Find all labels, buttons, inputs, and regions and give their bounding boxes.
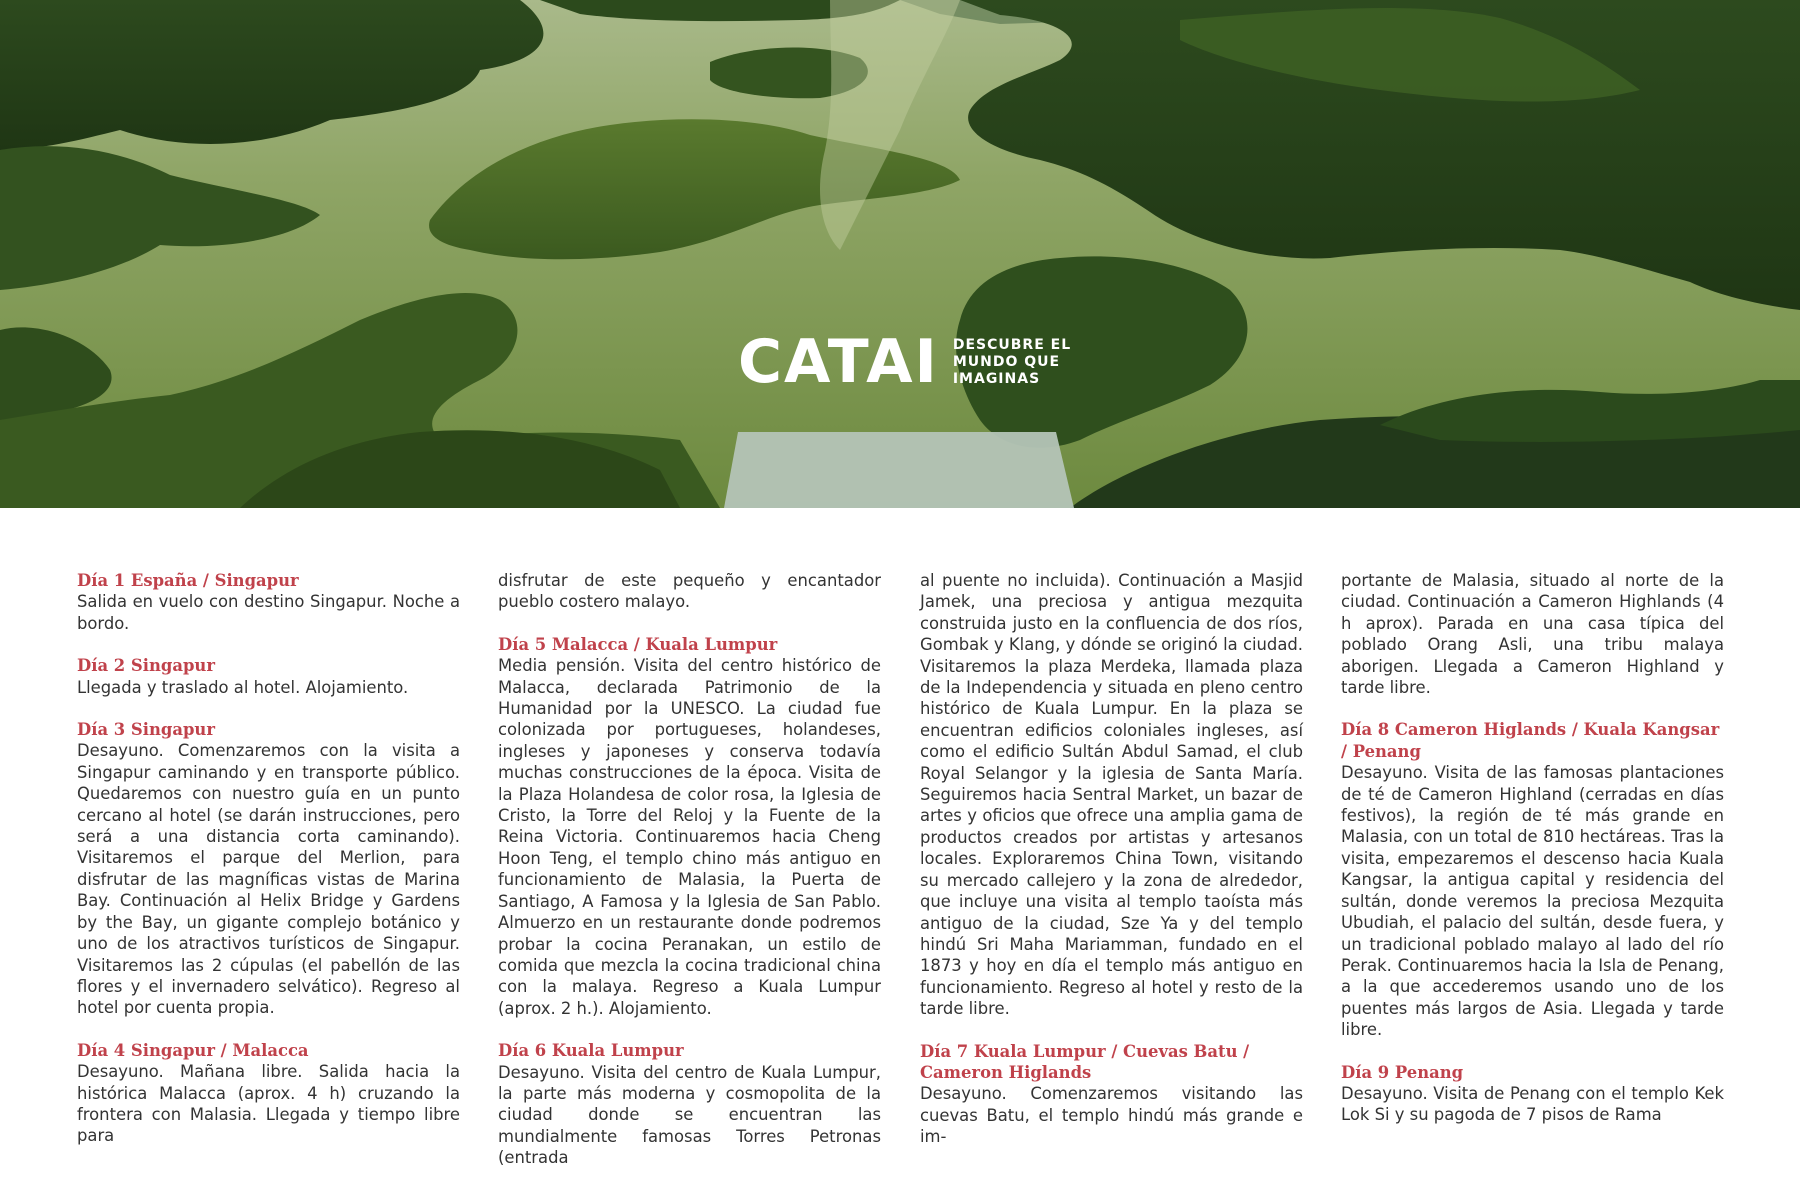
day-title: Día 5 Malacca / Kuala Lumpur [498,634,778,654]
tagline-line: DESCUBRE EL [952,336,1072,353]
day-description: Media pensión. Visita del centro histórico de Malacca, declarada Patrimonio de la Humanidad por la UNESCO. La ciudad fue colonizada por portugueses, holandeses, ingleses y japoneses y conserva todavía muchas construcciones de la época. Visita de la Plaza Holandesa de color rosa, la Iglesia de Cristo, la Torre del Reloj y la Fuente de la Reina Victoria. Continuaremos hacia Cheng Hoon Teng, el templo chino más antiguo en funcionamiento de Malasia, la Puerta de Santiago, A Famosa y la Iglesia de San Pablo. Almuerzo en un restaurante donde podremos probar la cocina Peranakan, un estilo de comida que mezcla la cocina tradicional china con la malaya. Regreso a Kuala Lumpur (aprox. 2 h.). Alojamiento. [498,656,881,1018]
day-title: Día 3 Singapur [77,720,215,740]
day-description: Llegada y traslado al hotel. Alojamiento. [77,677,409,697]
day-title: Día 2 Singapur [77,656,215,676]
day-paragraph [920,570,1303,1020]
day-paragraph [498,570,881,613]
day-description: Desayuno. Mañana libre. Salida hacia la histórica Malacca (aprox. 4 h) cruzando la frontera con Malasia. Llegada y tiempo libre para [77,1062,460,1146]
lake-islands-illustration [0,0,1800,508]
day-title: Día 6 Kuala Lumpur [498,1041,684,1061]
day-paragraph [498,634,881,1019]
day-description: Desayuno. Comenzaremos con la visita a Singapur caminando y en transporte público. Quedaremos con nuestro guía en un punto cercano al hotel (se darán instrucciones, pero será a una distancia corta caminando). Visitaremos el parque del Merlion, para disfrutar de las magníficas vistas de Marina Bay. Continuación al Helix Bridge y Gardens by the Bay, un gigante complejo botánico y uno de los atractivos turísticos de Singapur. Visitaremos las 2 cúpulas (el pabellón de las flores y el invernadero selvático). Regreso al hotel por cuenta propia. [77,741,460,1018]
itinerary-column-4 [1341,570,1724,1126]
day-paragraph [498,1040,881,1168]
itinerary-column-1 [77,570,460,1147]
day-description: Salida en vuelo con destino Singapur. Noche a bordo. [77,592,460,633]
day-description: Desayuno. Visita de las famosas plantaciones de té de Cameron Highland (cerradas en días festivos), la región de té más grande en Malasia, con un total de 810 hectáreas. Tras la visita, empezaremos el descenso hacia Kuala Kangsar, la antigua capital y residencia del sultán, donde veremos la preciosa Mezquita Ubudiah, el palacio del sultán, desde fuera, y un tradicional poblado malayo al lado del río Perak. Continuaremos hacia la Isla de Penang, a la que accederemos usando uno de los puentes más largos de Asia. Llegada y tarde libre. [1341,763,1724,1040]
day-paragraph [77,719,460,1019]
logo-wordmark: CATAI [738,327,939,397]
hero-photo [0,0,1800,508]
logo-tagline [953,337,1071,388]
overlay-block [724,432,1074,508]
day-description: Desayuno. Visita de Penang con el templo Kek Lok Si y su pagoda de 7 pisos de Rama [1341,1083,1724,1125]
tagline-line: MUNDO QUE [952,353,1061,370]
day-title: Día 7 Kuala Lumpur / Cuevas Batu / Cameron Higlands [920,1041,1250,1082]
day-paragraph [920,1041,1303,1148]
day-paragraph [1341,570,1724,698]
day-description: disfrutar de este pequeño y encantador pueblo costero malayo. [498,571,881,612]
day-title: Día 1 España / Singapur [77,571,299,590]
day-title: Día 9 Penang [1341,1062,1464,1082]
itinerary-column-3 [920,570,1303,1148]
day-title: Día 4 Singapur / Malacca [77,1040,309,1060]
itinerary-column-2 [498,570,881,1169]
day-title: Día 8 Cameron Higlands / Kuala Kangsar / Penang [1341,720,1720,761]
catai-logo [738,327,1072,397]
tagline-line: IMAGINAS [952,370,1041,387]
day-paragraph [77,1040,460,1147]
day-paragraph [77,655,460,698]
day-paragraph [1341,719,1724,1040]
day-paragraph [1341,1062,1724,1126]
day-description: Desayuno. Comenzaremos visitando las cuevas Batu, el templo hindú más grande e im- [920,1084,1303,1147]
day-description: al puente no incluida). Continuación a Masjid Jamek, una preciosa y antigua mezquita construida justo en la confluencia de dos ríos, Gombak y Klang, y dónde se originó la ciudad. Visitaremos la plaza Merdeka, llamada plaza de la Independencia y situada en pleno centro histórico de Kuala Lumpur. En la plaza se encuentran edificios coloniales ingleses, así como el edificio Sultán Abdul Samad, el club Royal Selangor y la iglesia de Santa María. Seguiremos hacia Sentral Market, un bazar de artes y oficios que ofrece una amplia gama de productos creados por artistas y artesanos locales. Exploraremos China Town, visitando su mercado callejero y la zona de alrededor, que incluye una visita al templo taoísta más antiguo de la ciudad, Sze Ya y del templo hindú Sri Maha Mariamman, fundado en el 1873 y hoy en día el templo más antiguo en funcionamiento. Regreso al hotel y resto de la tarde libre. [920,571,1303,1019]
day-description: Desayuno. Visita del centro de Kuala Lumpur, la parte más moderna y cosmopolita de la ciudad donde se encuentran las mundialmente famosas Torres Petronas (entrada [498,1062,881,1168]
day-description: portante de Malasia, situado al norte de la ciudad. Continuación a Cameron Highlands (4 h aprox). Parada en una casa típica del poblado Orang Asli, una tribu malaya aborigen. Llegada a Cameron Highland y tarde libre. [1341,571,1724,698]
day-paragraph [77,570,460,634]
